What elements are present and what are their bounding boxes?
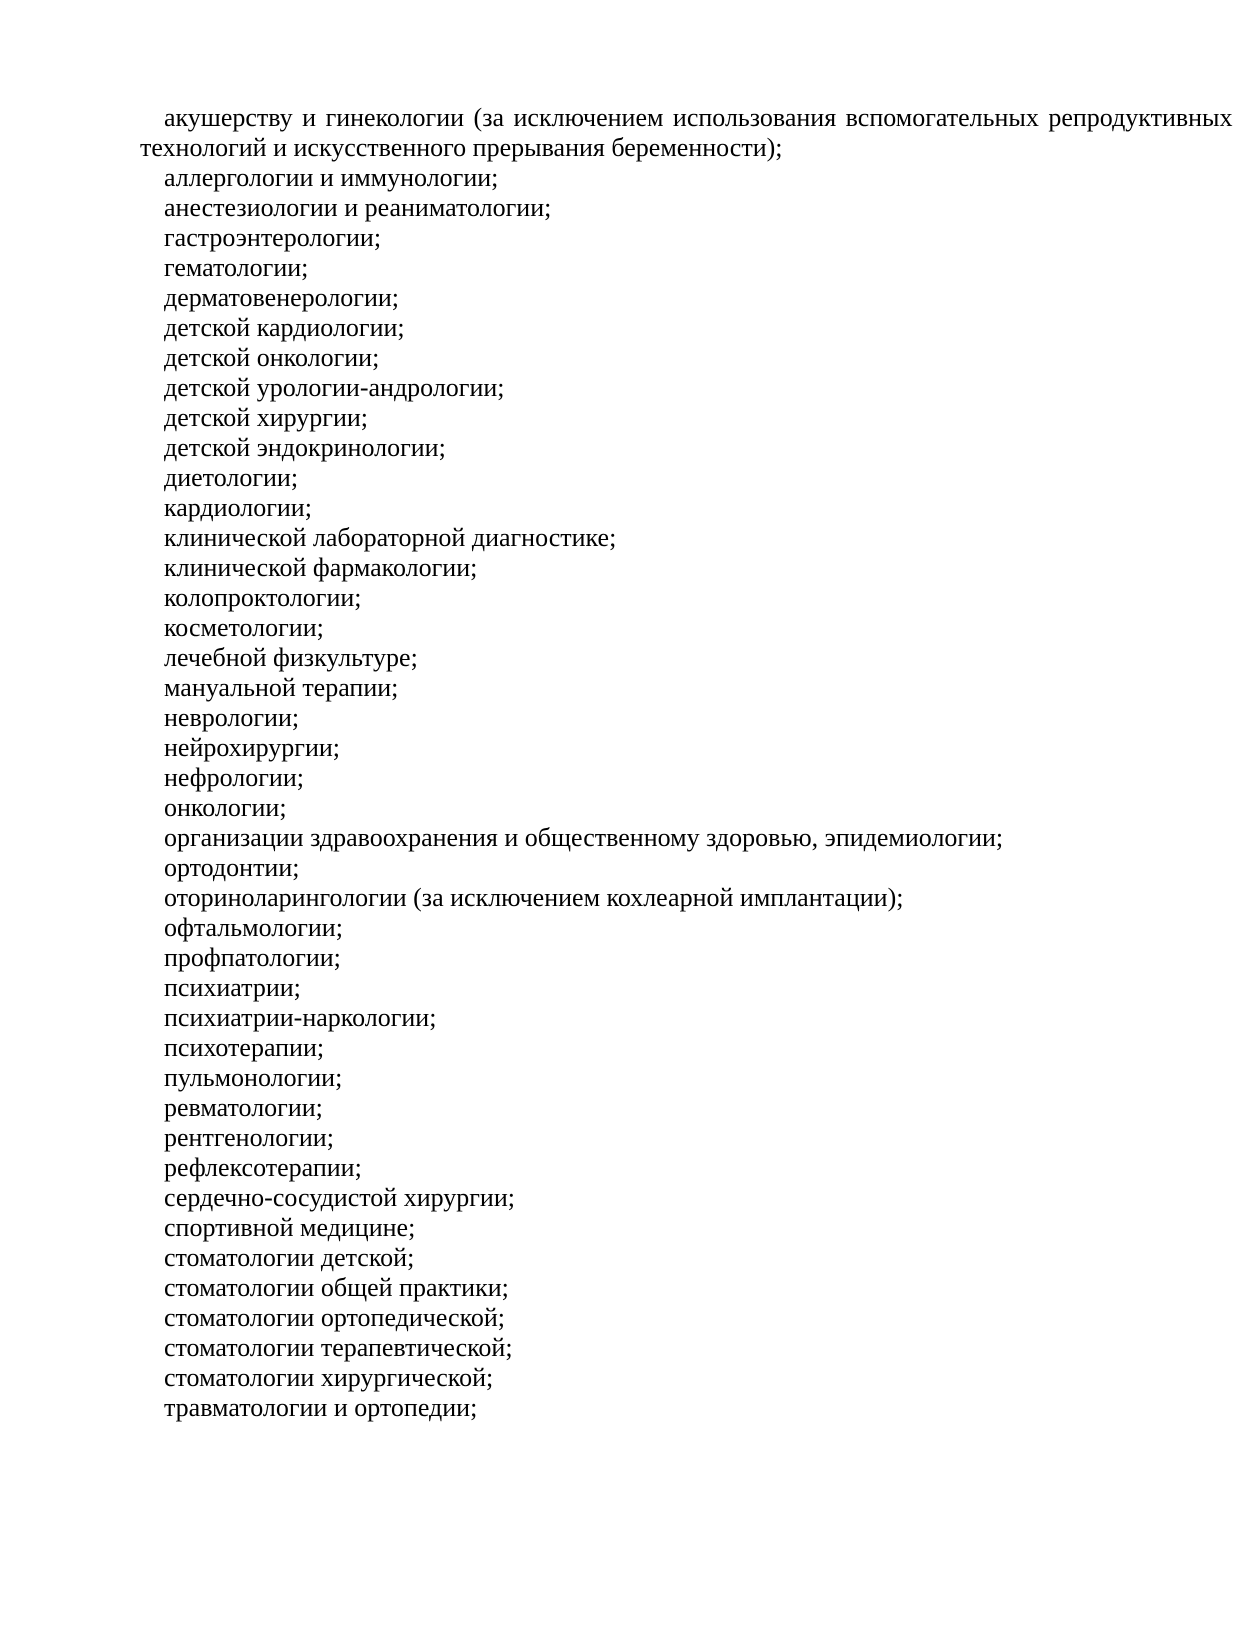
specialty-list-item: спортивной медицине; [164,1213,416,1242]
specialty-list-item: организации здравоохранения и общественному здоровью, эпидемиологии; [164,823,1004,852]
specialty-list-item: неврологии; [164,703,300,732]
specialty-list-item: детской кардиологии; [164,313,405,342]
specialty-list-item: психотерапии; [164,1033,325,1062]
specialty-list-item: гематологии; [164,253,309,282]
specialty-list-item: пульмонологии; [164,1063,343,1092]
specialty-list-item: детской эндокринологии; [164,433,446,462]
specialty-list-item: психиатрии-наркологии; [164,1003,437,1032]
specialty-list-item: оториноларингологии (за исключением кохлеарной имплантации); [164,883,904,912]
specialty-list-item: ревматологии; [164,1093,323,1122]
specialty-list-item: рентгенологии; [164,1123,334,1152]
specialty-list-item: лечебной физкультуре; [164,643,418,672]
specialty-list-item: стоматологии хирургической; [164,1363,494,1392]
specialty-list-item: профпатологии; [164,943,341,972]
specialty-list-item: нейрохирургии; [164,733,341,762]
specialty-list-item: диетологии; [164,463,299,492]
specialty-list-item: кардиологии; [164,493,312,522]
specialty-list-item: дерматовенерологии; [164,283,400,312]
specialty-list-item: травматологии и ортопедии; [164,1393,478,1422]
paragraph-line-continuation: технологий и искусственного прерывания беременности); [140,133,783,162]
specialty-list-item: онкологии; [164,793,287,822]
specialty-list-item: стоматологии ортопедической; [164,1303,506,1332]
specialty-list-item: стоматологии общей практики; [164,1273,509,1302]
specialty-list-item: косметологии; [164,613,324,642]
specialty-list-item: детской хирургии; [164,403,369,432]
specialties-text-block [140,103,1233,1423]
specialty-list-item: детской онкологии; [164,343,380,372]
specialty-list-item: стоматологии терапевтической; [164,1333,513,1362]
specialty-list-item: стоматологии детской; [164,1243,415,1272]
specialty-list-item: аллергологии и иммунологии; [164,163,499,192]
specialty-list-item: рефлексотерапии; [164,1153,362,1182]
paragraph-line-first: акушерству и гинекологии (за исключением использования вспомогательных репродуктивных [164,103,1233,132]
specialty-list-item: анестезиологии и реаниматологии; [164,193,552,222]
specialty-list-item: нефрологии; [164,763,304,792]
specialty-list-item: сердечно-сосудистой хирургии; [164,1183,515,1212]
specialty-list-item: клинической фармакологии; [164,553,478,582]
specialty-list-item: детской урологии-андрологии; [164,373,505,402]
specialty-list-item: ортодонтии; [164,853,300,882]
specialty-list-item: психиатрии; [164,973,301,1002]
specialty-list-item: офтальмологии; [164,913,343,942]
specialty-list-item: колопроктологии; [164,583,362,612]
specialty-list-item: клинической лабораторной диагностике; [164,523,617,552]
specialty-list-item: гастроэнтерологии; [164,223,382,252]
specialty-list-item: мануальной терапии; [164,673,399,702]
